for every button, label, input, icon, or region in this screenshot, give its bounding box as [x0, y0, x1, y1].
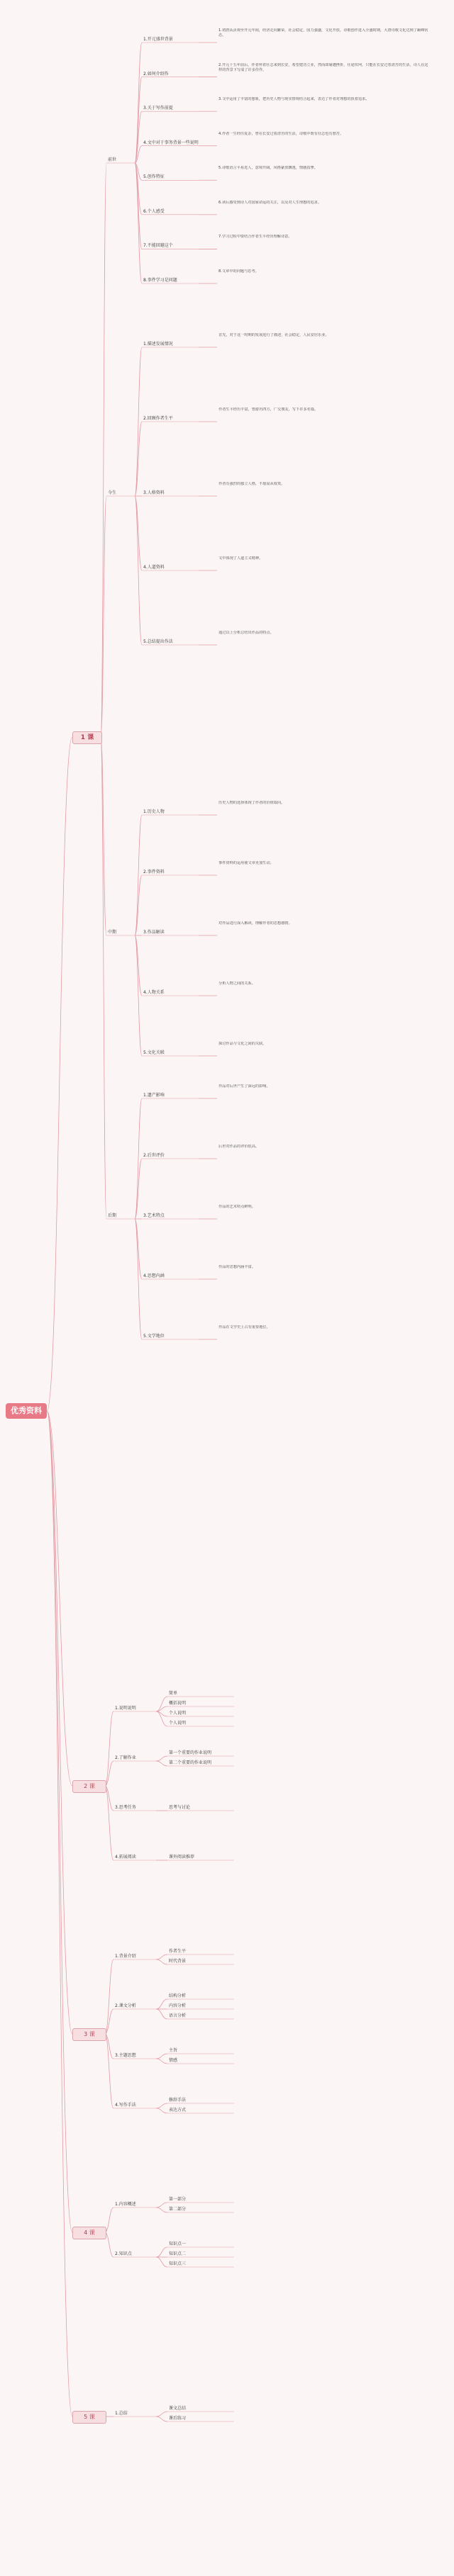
item-paragraph: 3.文中运用了丰富的想象，把历史人物与现实情境结合起来，表达了作者对理想的执着追求。 — [218, 97, 370, 102]
item-branch — [135, 77, 142, 163]
item-paragraph: 6.读后感受到诗人对国家命运的关注，以及对人生理想的追求。 — [218, 200, 322, 205]
leaf-branch — [156, 2257, 167, 2267]
leaf-label: 第二部分 — [169, 2207, 187, 2212]
section-label: 2.知识点 — [115, 2251, 132, 2256]
item-paragraph: 作品的思想内涵丰富。 — [218, 1265, 255, 1269]
item-paragraph: 文中体现了人道主义精神。 — [218, 556, 263, 561]
leaf-label: 课后练习 — [169, 2416, 187, 2421]
leaf-label: 时代背景 — [169, 1959, 187, 1964]
item-label: 4.思想内涵 — [143, 1273, 165, 1278]
item-label: 4.人物关系 — [143, 990, 165, 995]
item-branch — [135, 496, 142, 645]
leaf-branch — [156, 2207, 167, 2212]
item-paragraph: 2.开元十五年前后，作者怀着壮志来到长安，希望建功立业，然而却屡遭挫折，仕途坎坷，只能在长安过着清苦的生活，诗人在这样的背景下写成了许多佳作。 — [218, 62, 428, 72]
section-label: 1.说明说明 — [115, 1706, 136, 1711]
leaf-label: 课外阅读推荐 — [169, 1855, 195, 1860]
chapter-1-node[interactable]: 1 课 — [72, 731, 102, 744]
item-paragraph: 1.初唐从贞观至开元年间，经济走向繁荣，社会稳定，国力强盛，文化开放，诗歌创作进入全盛时期，大唐诗歌文化达到了巅峰状态。 — [218, 28, 428, 38]
section-label: 3.主题思想 — [115, 2053, 136, 2058]
leaf-branch — [156, 2059, 167, 2064]
item-label: 4.文中对于事务背景一些说明 — [143, 140, 199, 145]
leaf-label: 内容分析 — [169, 2003, 187, 2008]
leaf-label: 主旨 — [169, 2048, 178, 2053]
item-paragraph: 作者有强烈的独立人格，不愿屈从权贵。 — [218, 482, 285, 486]
item-paragraph: 分析人物之间的关系。 — [218, 982, 255, 986]
chapter-1-branch — [101, 737, 106, 1219]
item-branch — [135, 163, 142, 249]
item-label: 1.遗产影响 — [143, 1093, 165, 1098]
item-label: 3.艺术特点 — [143, 1213, 165, 1218]
leaf-label: 第一部分 — [169, 2197, 187, 2202]
leaf-label: 情感 — [169, 2058, 178, 2063]
leaf-label: 语言分析 — [169, 2013, 187, 2018]
leaf-label: 个人说明 — [169, 1721, 187, 1726]
item-paragraph: 通过以上分析总结出作品的特点。 — [218, 631, 274, 635]
chapter2-node[interactable]: 2 课 — [72, 1780, 106, 1793]
leaf-label: 知识点三 — [169, 2261, 187, 2266]
chapter3-node[interactable]: 3 课 — [72, 2028, 106, 2041]
leaf-label: 知识点二 — [169, 2251, 187, 2256]
part-label: 中期 — [108, 930, 117, 935]
item-paragraph: 8.文章中的问题与思考。 — [218, 269, 259, 274]
item-label: 2.如何介绍作 — [143, 71, 169, 77]
item-paragraph: 后世对作品的评价很高。 — [218, 1144, 260, 1149]
leaf-label: 表达方式 — [169, 2108, 187, 2113]
section-label: 1.总结 — [115, 2411, 128, 2416]
item-label: 2.后世评价 — [143, 1153, 165, 1158]
chapter4-node[interactable]: 4 课 — [72, 2227, 106, 2239]
leaf-label: 简单 — [169, 1691, 178, 1696]
section-label: 2.了解作业 — [115, 1755, 136, 1760]
item-branch — [135, 347, 142, 496]
item-paragraph: 首先，对于这一时期的发展进行了描述，社会稳定，人民安居乐业。 — [218, 333, 329, 337]
item-label: 6.个人感受 — [143, 208, 165, 214]
root-to-chapter5 — [47, 1411, 72, 2417]
item-branch — [135, 815, 142, 935]
item-label: 2.回顾作者生平 — [143, 416, 173, 421]
leaf-branch — [156, 1955, 167, 1959]
leaf-label: 课文总结 — [169, 2406, 187, 2411]
item-label: 5.创作特征 — [143, 174, 165, 180]
item-label: 3.关于写作前提 — [143, 106, 173, 111]
item-paragraph: 作品在文学史上占有重要地位。 — [218, 1325, 270, 1329]
leaf-branch — [156, 2203, 167, 2207]
item-branch — [135, 43, 142, 163]
item-label: 5.总结提出作法 — [143, 639, 173, 644]
chapter5-node[interactable]: 5 课 — [72, 2411, 106, 2424]
item-label: 7.不能回避这个 — [143, 243, 173, 249]
item-label: 8.事件学习是问题 — [143, 278, 177, 283]
leaf-label: 思考与讨论 — [169, 1805, 191, 1810]
leaf-label: 概括说明 — [169, 1701, 187, 1706]
leaf-label: 第一个重要的作业说明 — [169, 1750, 212, 1755]
item-paragraph: 7.学习过程中要结合作者生平经历理解诗意。 — [218, 235, 292, 240]
item-branch — [135, 1219, 142, 1339]
item-label: 1.开元盛世背景 — [143, 37, 173, 42]
item-paragraph: 作者生平经历丰富，曾游历四方，广交朋友，写下许多名篇。 — [218, 407, 319, 412]
item-branch — [135, 1098, 142, 1219]
item-paragraph: 对作品进行深入解读，理解作者的思想感情。 — [218, 921, 292, 926]
section-label: 1.内容概述 — [115, 2202, 136, 2207]
leaf-branch — [156, 1756, 167, 1761]
section-label: 3.思考任务 — [115, 1805, 136, 1810]
item-label: 3.人格资料 — [143, 490, 165, 495]
item-paragraph: 历史人物的选择体现了作者的价值取向。 — [218, 801, 285, 805]
item-label: 2.事件资料 — [143, 870, 165, 874]
root-to-chapter4 — [47, 1411, 72, 2232]
item-branch — [135, 935, 142, 1056]
leaf-branch — [156, 2009, 167, 2019]
leaf-label: 第二个重要的作业说明 — [169, 1760, 212, 1765]
leaf-branch — [156, 1761, 167, 1766]
item-paragraph: 作品的艺术特点鲜明。 — [218, 1205, 255, 1209]
leaf-label: 个人说明 — [169, 1711, 187, 1716]
leaf-branch — [156, 2247, 167, 2257]
leaf-branch — [156, 2108, 167, 2113]
item-label: 4.人道资料 — [143, 565, 165, 570]
leaf-branch — [156, 2054, 167, 2059]
section-label: 2.课文分析 — [115, 2003, 136, 2008]
leaf-label: 修辞手法 — [169, 2098, 187, 2103]
section-label: 1.背景介绍 — [115, 1954, 136, 1959]
root-to-chapter-1 — [47, 737, 72, 1411]
leaf-label: 结构分析 — [169, 1993, 187, 1998]
leaf-branch — [156, 2417, 167, 2422]
item-label: 1.描述发展情况 — [143, 342, 173, 347]
section-label: 4.写作手法 — [115, 2103, 136, 2108]
leaf-branch — [156, 2412, 167, 2417]
root-node[interactable]: 优秀资料 — [6, 1403, 47, 1419]
item-paragraph: 5.诗歌语言平易近人，意境开阔，风格豪放飘逸，情感真挚。 — [218, 166, 318, 171]
item-branch — [135, 163, 142, 283]
item-label: 1.历史人物 — [143, 809, 165, 814]
item-label: 5.文学地位 — [143, 1334, 165, 1339]
leaf-branch — [156, 1959, 167, 1964]
item-paragraph: 作品对后世产生了深远的影响。 — [218, 1084, 270, 1089]
leaf-branch — [156, 2103, 167, 2108]
leaf-label: 知识点一 — [169, 2242, 187, 2246]
leaf-label: 作者生平 — [169, 1949, 187, 1954]
leaf-branch — [156, 1999, 167, 2009]
item-label: 5.文化关联 — [143, 1050, 165, 1055]
item-paragraph: 事件资料的运用使文章更加生动。 — [218, 861, 274, 865]
part-label: 前世 — [108, 157, 117, 162]
item-paragraph: 4.作者一生经历复杂，曾在长安过着清苦的生活，诗歌中既有壮志也有愁苦。 — [218, 131, 344, 136]
item-label: 3.作品解读 — [143, 930, 165, 935]
root-to-chapter3 — [47, 1411, 72, 2034]
part-label: 后期 — [108, 1213, 117, 1218]
section-label: 4.拓展阅读 — [115, 1855, 136, 1860]
item-paragraph: 探讨作品与文化之间的关联。 — [218, 1042, 267, 1046]
part-label: 今生 — [108, 490, 117, 495]
chapter-1-branch — [101, 163, 106, 737]
